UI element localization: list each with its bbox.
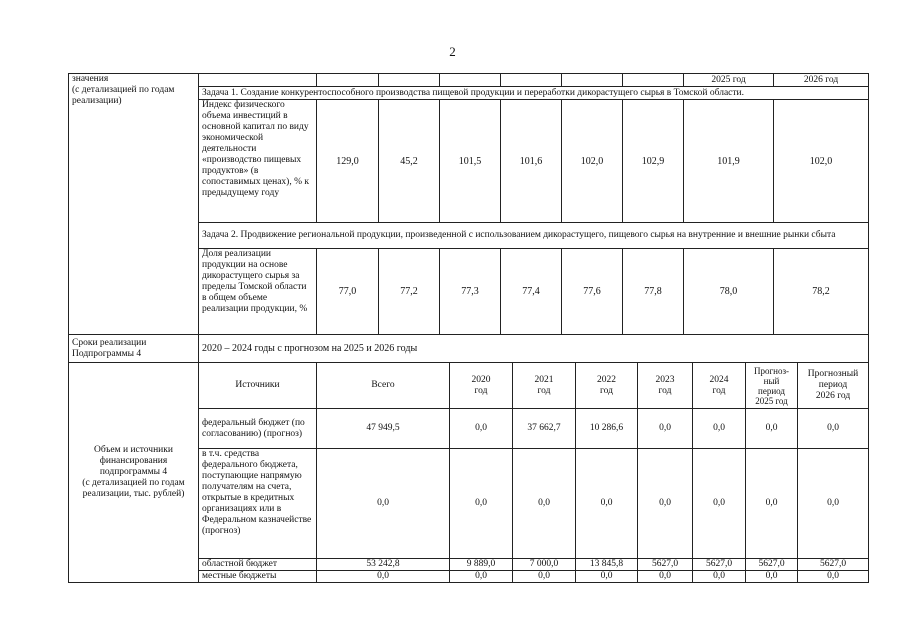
amount: 0,0 — [576, 449, 638, 559]
amount: 0,0 — [798, 409, 869, 449]
amount: 0,0 — [746, 571, 798, 583]
amount: 47 949,5 — [317, 409, 450, 449]
indicator-2-value: 78,0 — [684, 249, 774, 335]
col-header: 2023 год — [638, 363, 693, 409]
indicator-2-value: 77,3 — [440, 249, 501, 335]
amount: 10 286,6 — [576, 409, 638, 449]
indicator-1-value: 101,5 — [440, 100, 501, 223]
terms-label: Сроки реализации Подпрограммы 4 — [69, 335, 199, 363]
col-header: 2021 год — [513, 363, 576, 409]
amount: 0,0 — [638, 409, 693, 449]
source-name: областной бюджет — [199, 559, 317, 571]
indicator-1-value: 102,9 — [623, 100, 684, 223]
amount: 5627,0 — [746, 559, 798, 571]
amount: 0,0 — [693, 571, 746, 583]
amount: 0,0 — [317, 449, 450, 559]
amount: 0,0 — [513, 571, 576, 583]
indicator-1-value: 101,6 — [501, 100, 562, 223]
financing-table — [68, 362, 869, 583]
amount: 53 242,8 — [317, 559, 450, 571]
col-header: Прогнозный период 2026 год — [798, 363, 869, 409]
col-header: Всего — [317, 363, 450, 409]
amount: 0,0 — [513, 449, 576, 559]
source-name: местные бюджеты — [199, 571, 317, 583]
amount: 0,0 — [798, 449, 869, 559]
amount: 0,0 — [450, 571, 513, 583]
indicator-1-value: 101,9 — [684, 100, 774, 223]
source-name: федеральный бюджет (по согласованию) (прогноз) — [199, 409, 317, 449]
col-header: 2020 год — [450, 363, 513, 409]
indicator-1-value: 45,2 — [379, 100, 440, 223]
amount: 7 000,0 — [513, 559, 576, 571]
indicator-2-value: 78,2 — [774, 249, 869, 335]
amount: 0,0 — [638, 571, 693, 583]
year-2026-header: 2026 год — [774, 74, 869, 87]
amount: 0,0 — [450, 449, 513, 559]
col-header: 2022 год — [576, 363, 638, 409]
financing-label: Объем и источники финансирования подпрограммы 4 (с детализацией по годам реализации, тыс. рублей) — [69, 363, 199, 583]
amount: 0,0 — [576, 571, 638, 583]
task-2: Задача 2. Продвижение региональной продукции, произведенной с использованием дикорастущего, пищевого сырья на внутренние и внешние рынки сбыта — [199, 223, 869, 249]
indicator-2-value: 77,4 — [501, 249, 562, 335]
amount: 5627,0 — [798, 559, 869, 571]
indicator-1-name: Индекс физического объема инвестиций в основной капитал по виду экономической деятельности «производство пищевых продуктов» (в сопоставимых ценах), % к предыдущему году — [199, 100, 317, 223]
task-1: Задача 1. Создание конкурентоспособного производства пищевой продукции и переработки дикорастущего сырья в Томской области. — [199, 87, 869, 100]
amount: 0,0 — [693, 409, 746, 449]
source-name: в т.ч. средства федерального бюджета, поступающие напрямую получателям на счета, открытые в кредитных организациях или в Федеральном казначействе (прогноз) — [199, 449, 317, 559]
indicator-1-value: 129,0 — [317, 100, 379, 223]
amount: 9 889,0 — [450, 559, 513, 571]
values-label: значения (с детализацией по годам реализации) — [69, 74, 199, 335]
amount: 0,0 — [450, 409, 513, 449]
indicator-2-value: 77,0 — [317, 249, 379, 335]
amount: 0,0 — [798, 571, 869, 583]
indicator-2-value: 77,2 — [379, 249, 440, 335]
amount: 0,0 — [746, 449, 798, 559]
page-number: 2 — [449, 44, 456, 59]
terms-value: 2020 – 2024 годы с прогнозом на 2025 и 2026 годы — [199, 335, 869, 363]
col-header: Источники — [199, 363, 317, 409]
indicator-1-value: 102,0 — [774, 100, 869, 223]
year-2025-header: 2025 год — [684, 74, 774, 87]
amount: 5627,0 — [638, 559, 693, 571]
col-header: 2024 год — [693, 363, 746, 409]
amount: 0,0 — [638, 449, 693, 559]
amount: 0,0 — [317, 571, 450, 583]
indicator-2-value: 77,8 — [623, 249, 684, 335]
amount: 5627,0 — [693, 559, 746, 571]
amount: 13 845,8 — [576, 559, 638, 571]
indicator-2-name: Доля реализации продукции на основе дикорастущего сырья за пределы Томской области в общем объеме реализации продукции, % — [199, 249, 317, 335]
indicator-2-value: 77,6 — [562, 249, 623, 335]
amount: 37 662,7 — [513, 409, 576, 449]
amount: 0,0 — [693, 449, 746, 559]
col-header: Прогноз- ный период 2025 год — [746, 363, 798, 409]
indicators-table — [68, 73, 869, 363]
amount: 0,0 — [746, 409, 798, 449]
indicator-1-value: 102,0 — [562, 100, 623, 223]
